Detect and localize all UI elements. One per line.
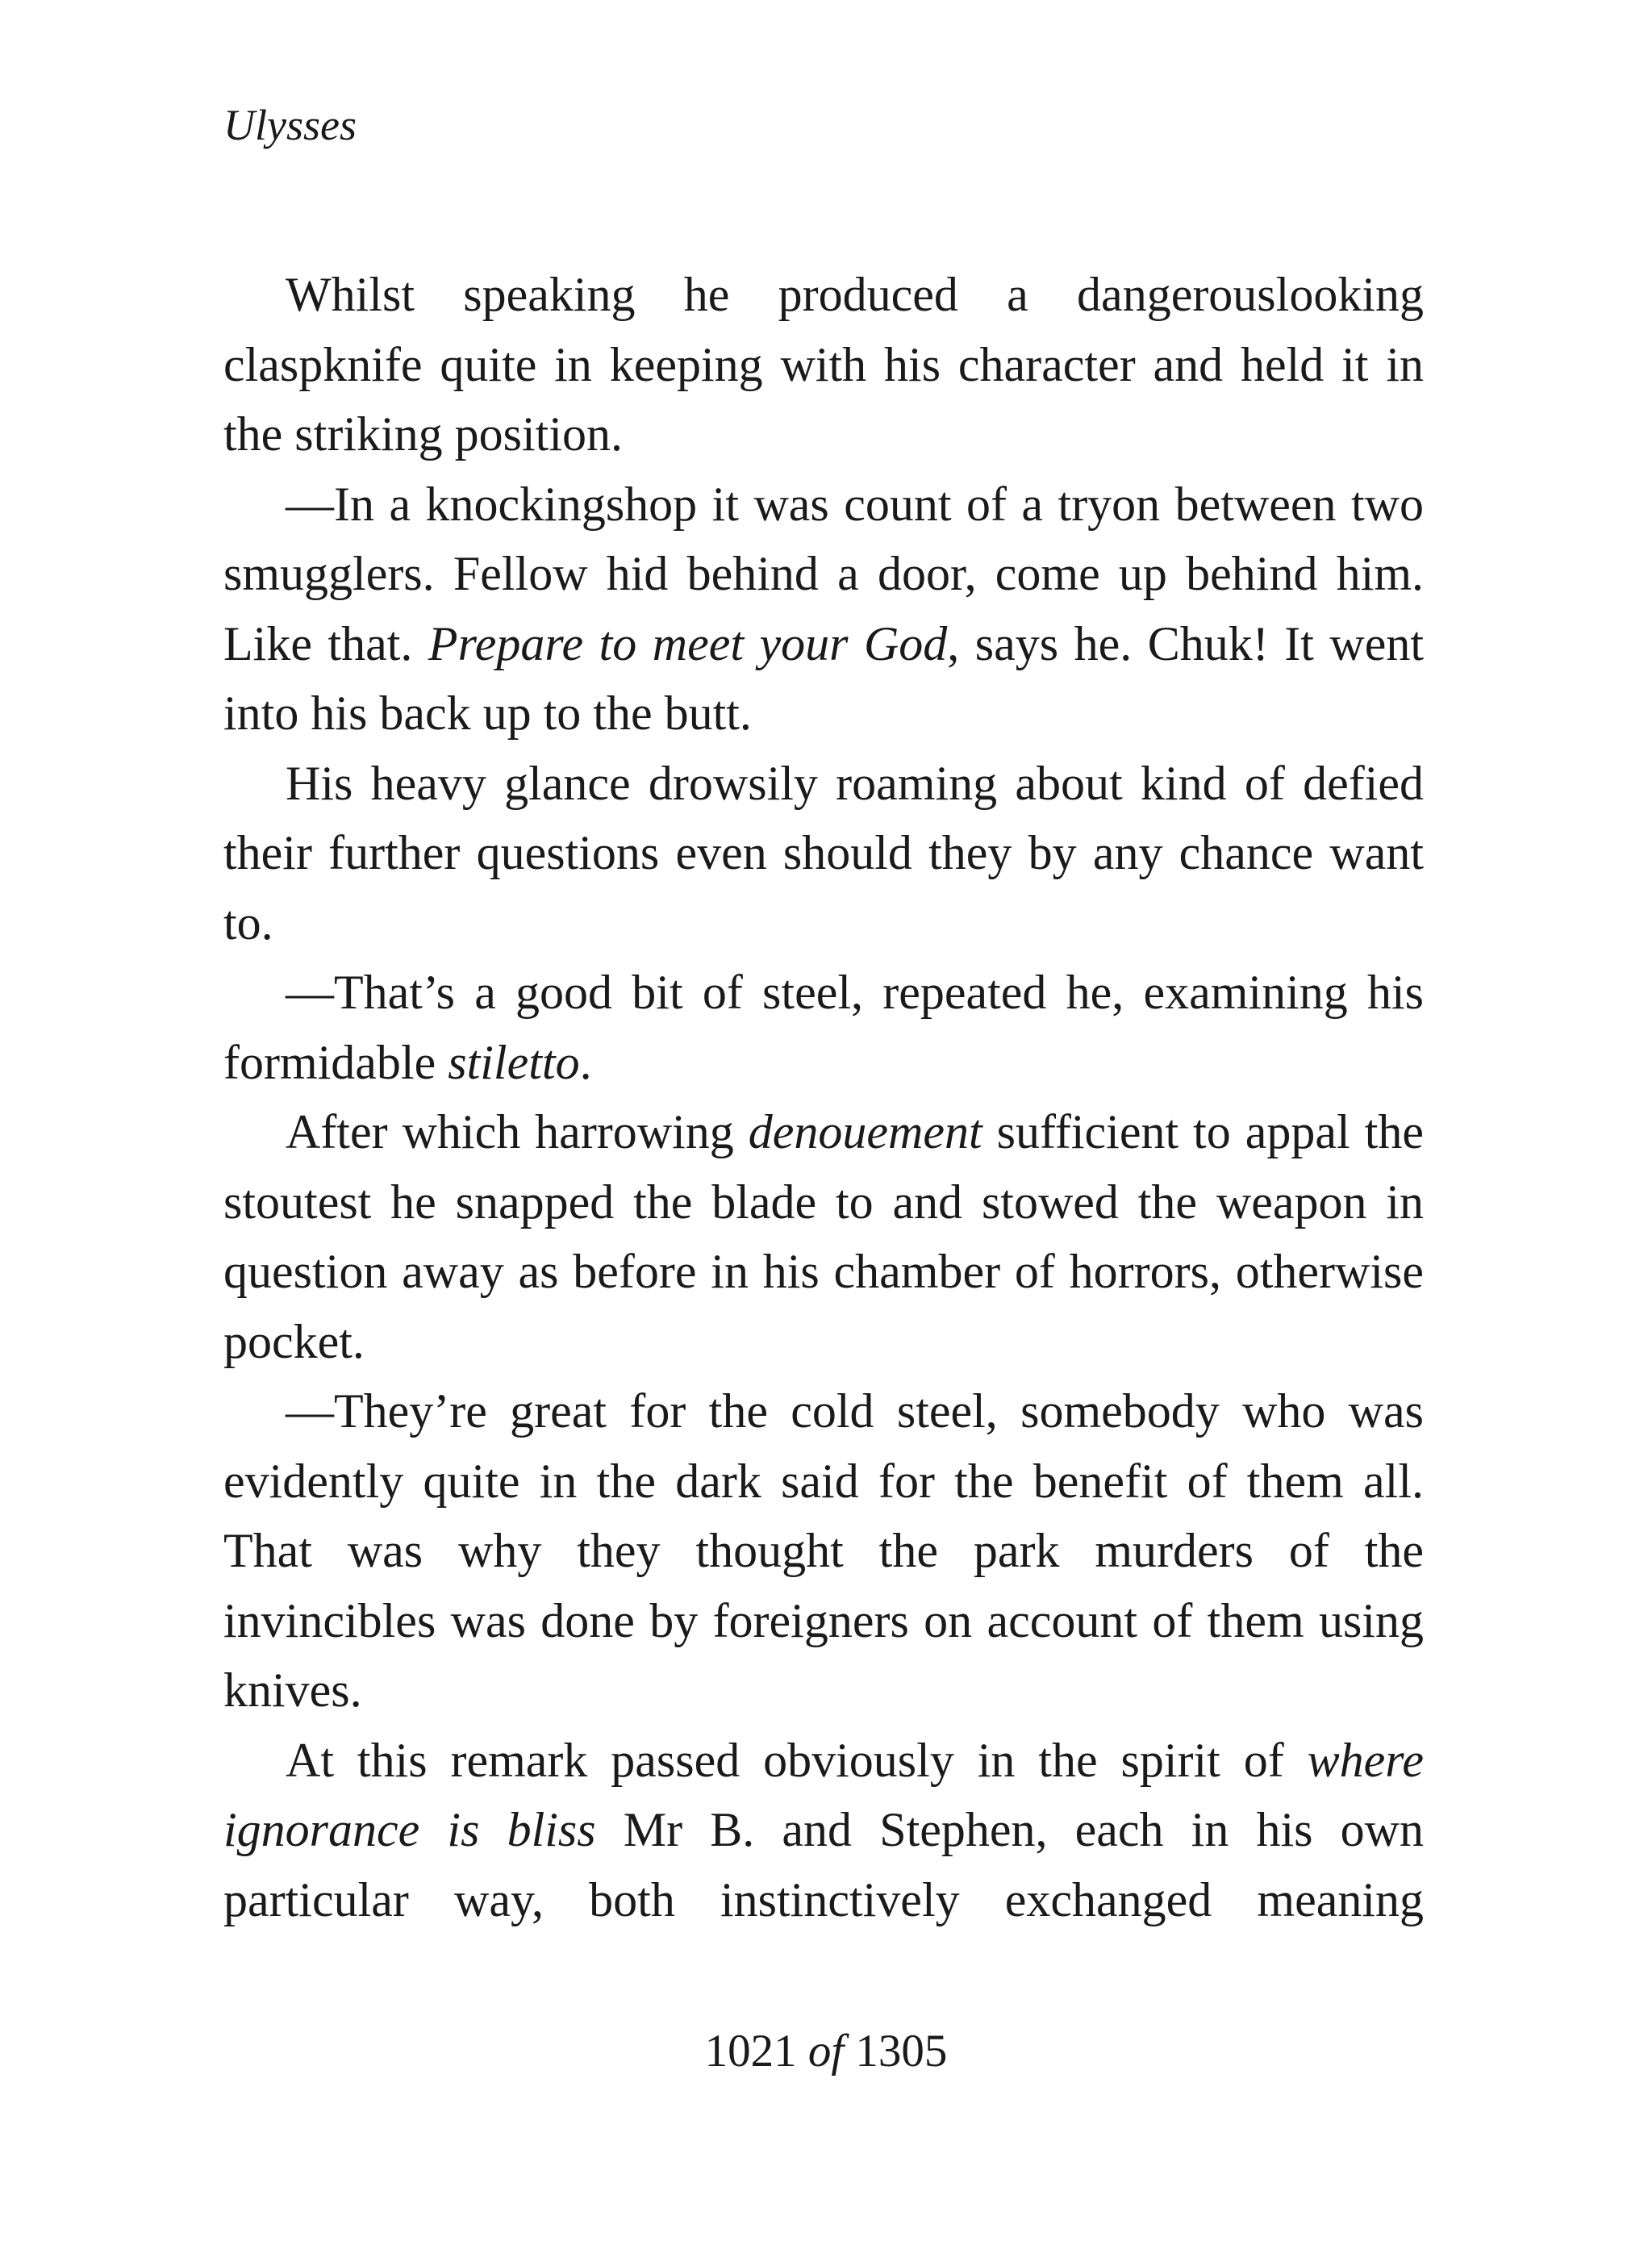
paragraph [223, 1726, 1424, 1935]
text-run: . [579, 1035, 592, 1089]
text-run: , says he. Chuk! It went into his back up to the butt. [223, 616, 1425, 740]
paragraph [223, 470, 1424, 749]
paragraph [223, 958, 1424, 1097]
text-run: His heavy glance drowsily roaming about kind of defied their further questions even should they by any chance want to. [223, 756, 1424, 950]
italic-text-run: Prepare to meet your God [428, 616, 948, 670]
text-run: Whilst speaking he produced a dangerouslooking claspknife quite in keeping with his character and held it in the striking position. [223, 268, 1424, 461]
italic-text-run: denouement [748, 1105, 982, 1158]
text-run: sufficient to appal the stoutest he snapped the blade to and stowed the weapon in question away as before in his chamber of horrors, otherwise pocket. [223, 1105, 1424, 1368]
current-page-number: 1021 [704, 2026, 797, 2077]
text-run: —They’re great for the cold steel, somebody who was evidently quite in the dark said for the benefit of them all. That was why they thought the park murders of the invincibles was done by foreigners on account of them using knives. [223, 1384, 1424, 1717]
paragraph [223, 260, 1424, 470]
text-run: Mr B. and Stephen, each in his own particular way, both instinctively exchanged meaning [223, 1803, 1424, 1926]
italic-text-run: stiletto [448, 1035, 580, 1089]
page-number-indicator [0, 2026, 1652, 2077]
paragraph [223, 1376, 1424, 1726]
text-run: —In a knockingshop it was count of a tryon between two smugglers. Fellow hid behind a door, come up behind him. Like that. [223, 477, 1424, 670]
paragraph [223, 749, 1424, 958]
text-run: After which harrowing [286, 1105, 749, 1158]
paragraph [223, 1097, 1424, 1376]
text-run: —That’s a good bit of steel, repeated he, examining his formidable [223, 966, 1424, 1089]
total-page-count: 1305 [855, 2026, 948, 2077]
page-body-text [223, 260, 1424, 1935]
page-of-label: of [807, 2026, 845, 2077]
italic-text-run: where ignorance is bliss [223, 1733, 1424, 1856]
running-head-title: Ulysses [223, 101, 357, 149]
text-run: At this remark passed obviously in the spirit of [286, 1733, 1308, 1787]
